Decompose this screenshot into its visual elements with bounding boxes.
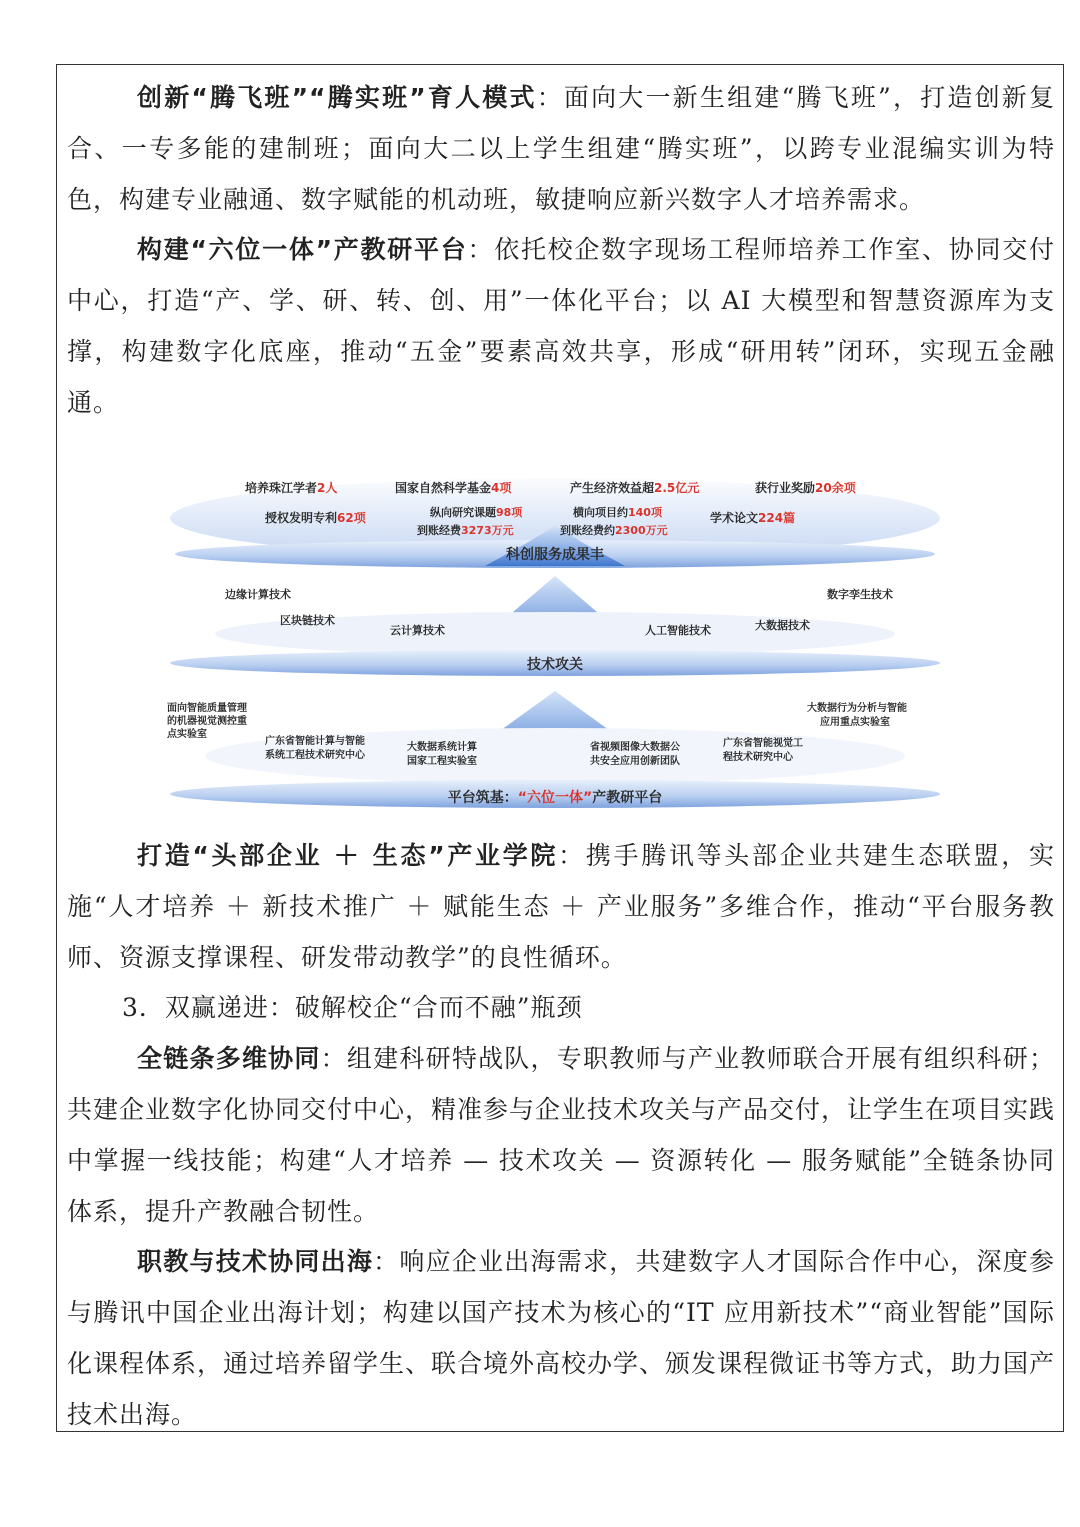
platform-diagram: [155, 466, 955, 821]
tech-item-2: 云计算技术: [390, 624, 445, 637]
top-item-5: 纵向研究课题98项: [430, 506, 523, 519]
lab-item-0: 面向智能质量管理的机器视觉测控重点实验室: [167, 703, 247, 740]
top-item-2: 产生经济效益超2.5亿元: [570, 481, 700, 495]
top-item-9: 学术论文224篇: [710, 511, 796, 525]
tech-item-5: 数字孪生技术: [827, 588, 893, 601]
tech-item-1: 区块链技术: [280, 614, 335, 627]
base-layer-title: 平台筑基：“六位一体”产教研平台: [447, 790, 663, 806]
paragraph-full-chain: [67, 1033, 1055, 1237]
top-item-0: 培养珠江学者2人: [245, 481, 338, 495]
tech-item-0: 边缘计算技术: [225, 588, 291, 601]
top-item-1: 国家自然科学基金4项: [395, 481, 512, 495]
tech-item-3: 人工智能技术: [645, 624, 711, 637]
mid-layer-title: 技术攻关: [527, 657, 583, 673]
paragraph-going-global: [67, 1236, 1055, 1440]
paragraph-body: ：携手腾讯等头部企业共建生态联盟，实施“人才培养 ＋ 新技术推广 ＋ 赋能生态 ＋ 产业服务”多维合作，推动“平台服务教师、资源支撑课程、研发带动教学”的良性循环。: [67, 841, 1055, 972]
top-item-4: 授权发明专利62项: [265, 511, 366, 525]
lab-item-3: 省视频图像大数据公共安全应用创新团队: [590, 742, 680, 767]
paragraph-body: ：面向大一新生组建“腾飞班”，打造创新复合、一专多能的建制班；面向大二以上学生组建“腾实班”，以跨专业混编实训为特色，构建专业融通、数字赋能的机动班，敏捷响应新兴数字人才培养需求。: [67, 83, 1055, 214]
tech-item-4: 大数据技术: [755, 619, 810, 632]
paragraph-heading: 职教与技术协同出海: [137, 1247, 374, 1276]
paragraph-platform: [67, 224, 1055, 428]
paragraph-heading: 创新“腾飞班”“腾实班”育人模式: [137, 83, 537, 112]
top-item-3: 获行业奖励20余项: [755, 481, 856, 495]
lab-item-4: 广东省智能视觉工程技术研究中心: [723, 738, 803, 763]
platform-diagram-svg: [155, 466, 955, 821]
paragraph-body: ：组建科研特战队，专职教师与产业教师联合开展有组织科研；共建企业数字化协同交付中心，精准参与企业技术攻关与产品交付，让学生在项目实践中掌握一线技能；构建“人才培养 — 技术攻关 — 资源转化 — 服务赋能”全链条协同体系，提升产教融合韧性。: [67, 1044, 1056, 1226]
top-item-8: 到账经费约2300万元: [560, 524, 668, 537]
paragraph-heading: 全链条多维协同: [137, 1044, 321, 1073]
paragraph-heading: 构建“六位一体”产教研平台: [137, 235, 468, 264]
paragraph-industry-college: [67, 830, 1055, 983]
top-layer-title: 科创服务成果丰: [506, 547, 604, 563]
paragraph-heading: 打造“头部企业 ＋ 生态”产业学院: [137, 841, 559, 870]
top-item-7: 横向项目约140项: [573, 506, 662, 519]
section-title: 3．双赢递进：破解校企“合而不融”瓶颈: [122, 993, 583, 1022]
paragraph-body: ：响应企业出海需求，共建数字人才国际合作中心，深度参与腾讯中国企业出海计划；构建以国产技术为核心的“IT 应用新技术”“商业智能”国际化课程体系，通过培养留学生、联合境外高校办学、颁发课程微证书等方式，助力国产技术出海。: [67, 1247, 1056, 1429]
lab-item-1: 广东省智能计算与智能系统工程技术研究中心: [265, 736, 365, 761]
lab-item-5: 大数据行为分析与智能应用重点实验室: [807, 703, 907, 728]
paragraph-body: ：依托校企数字现场工程师培养工作室、协同交付中心，打造“产、学、研、转、创、用”一体化平台；以 AI 大模型和智慧资源库为支撑，构建数字化底座，推动“五金”要素高效共享，形成“研用转”闭环，实现五金融通。: [67, 235, 1055, 417]
paragraph-tengfei: [67, 72, 1055, 225]
top-item-6: 到账经费3273万元: [417, 524, 514, 537]
lab-item-2: 大数据系统计算国家工程实验室: [407, 742, 477, 767]
